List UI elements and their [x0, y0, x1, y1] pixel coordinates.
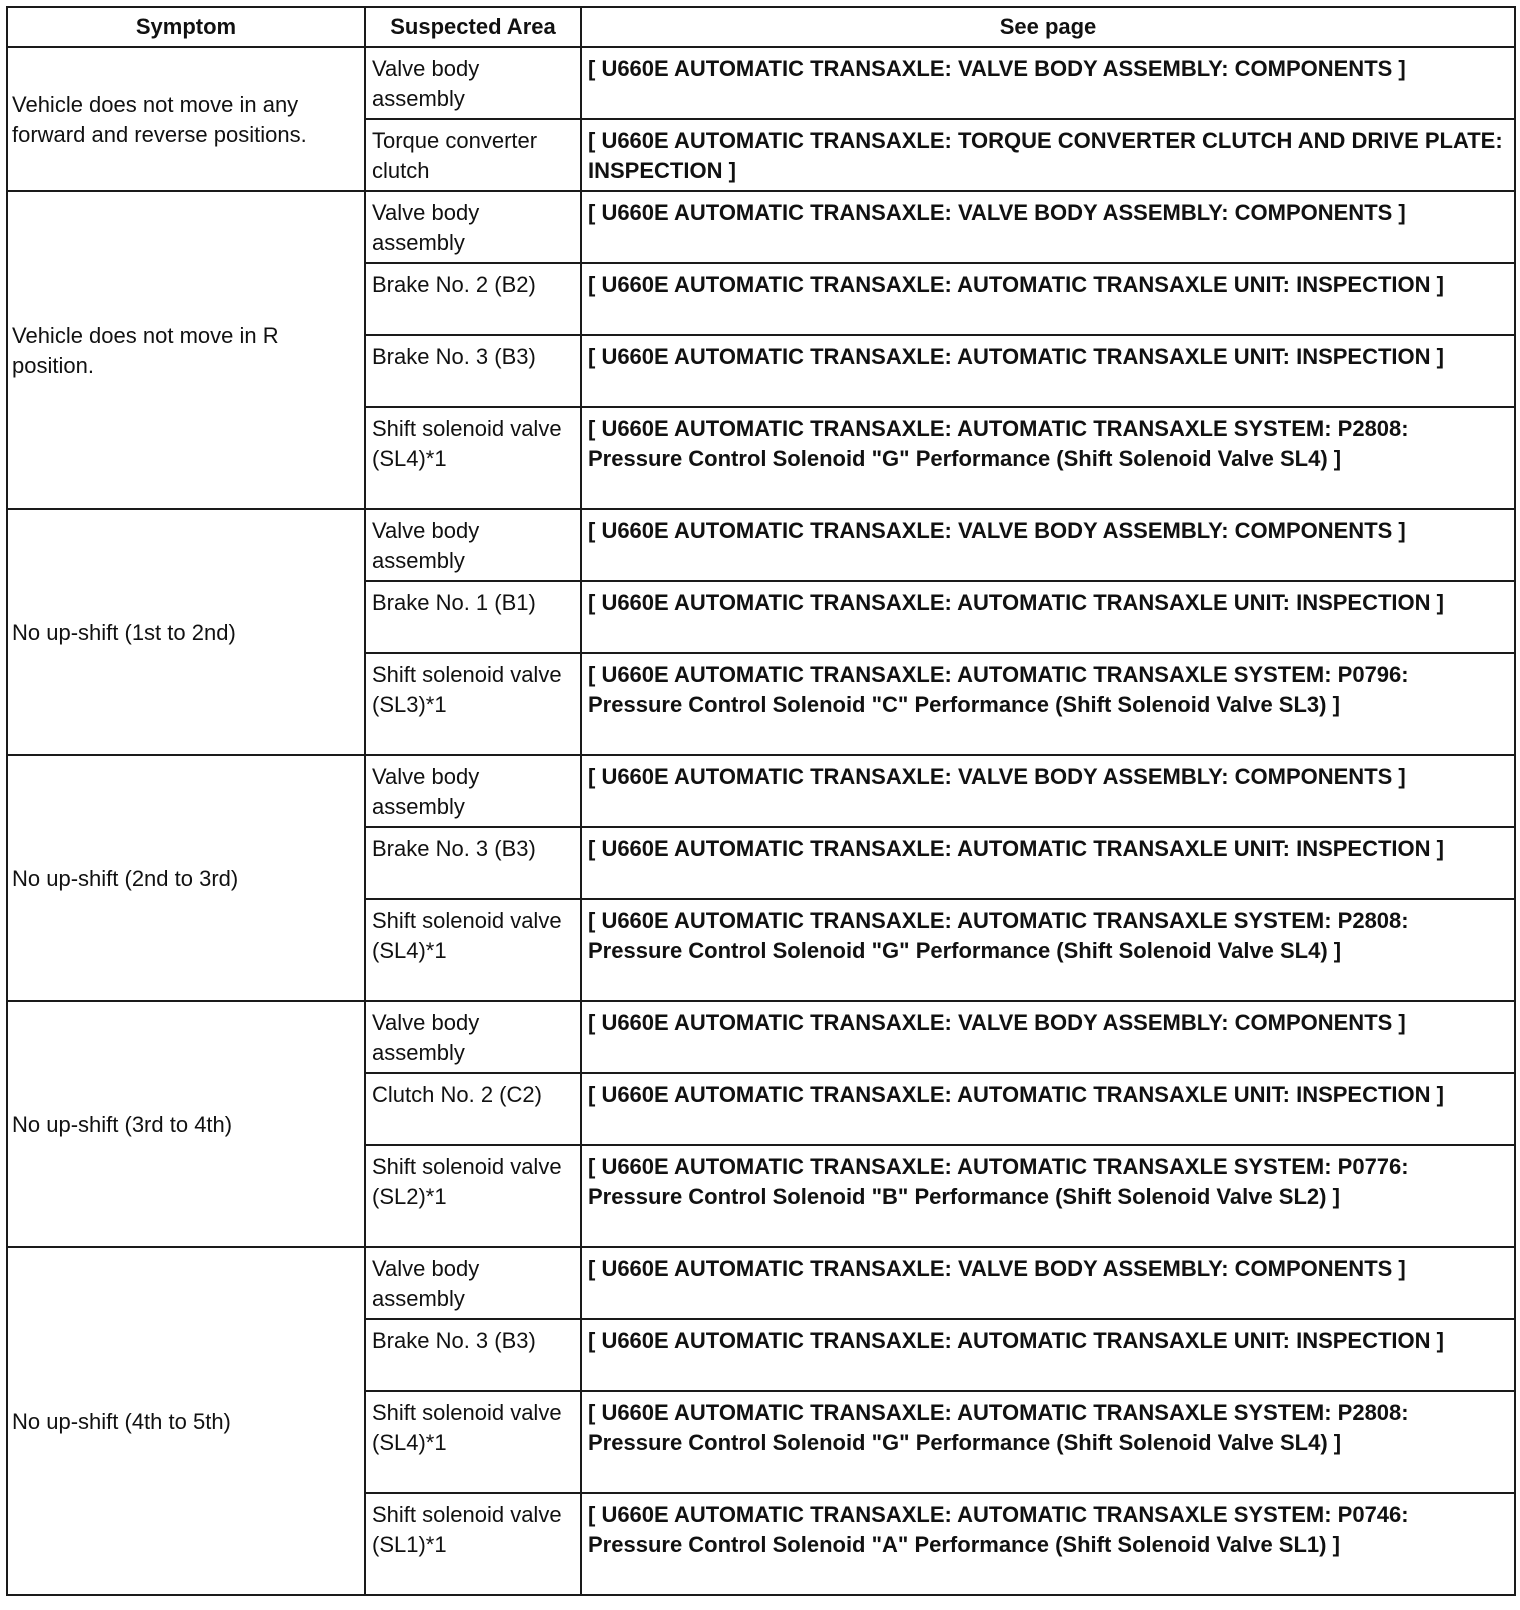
- suspected-area-cell: Shift solenoid valve (SL4)*1: [365, 899, 581, 1001]
- suspected-area-cell: Valve body assembly: [365, 1001, 581, 1073]
- suspected-area-cell: Valve body assembly: [365, 191, 581, 263]
- table-row: [7, 191, 1515, 263]
- see-page-link[interactable]: [ U660E AUTOMATIC TRANSAXLE: TORQUE CONVERTER CLUTCH AND DRIVE PLATE: INSPECTION ]: [581, 119, 1515, 191]
- table-row: [7, 1001, 1515, 1073]
- suspected-area-cell: Valve body assembly: [365, 47, 581, 119]
- see-page-link[interactable]: [ U660E AUTOMATIC TRANSAXLE: AUTOMATIC TRANSAXLE UNIT: INSPECTION ]: [581, 827, 1515, 899]
- table-row: [7, 1247, 1515, 1319]
- table-row: [7, 47, 1515, 119]
- header-symptom: Symptom: [7, 7, 365, 47]
- see-page-link[interactable]: [ U660E AUTOMATIC TRANSAXLE: VALVE BODY ASSEMBLY: COMPONENTS ]: [581, 47, 1515, 119]
- symptom-cell: No up-shift (2nd to 3rd): [7, 755, 365, 1001]
- suspected-area-cell: Torque converter clutch: [365, 119, 581, 191]
- symptom-cell: No up-shift (3rd to 4th): [7, 1001, 365, 1247]
- suspected-area-cell: Brake No. 3 (B3): [365, 335, 581, 407]
- see-page-link[interactable]: [ U660E AUTOMATIC TRANSAXLE: AUTOMATIC TRANSAXLE SYSTEM: P2808: Pressure Control Solenoid "G" Performance (Shift Solenoid Valve SL4) ]: [581, 1391, 1515, 1493]
- header-see-page: See page: [581, 7, 1515, 47]
- symptom-cell: Vehicle does not move in R position.: [7, 191, 365, 509]
- see-page-link[interactable]: [ U660E AUTOMATIC TRANSAXLE: AUTOMATIC TRANSAXLE SYSTEM: P0796: Pressure Control Solenoid "C" Performance (Shift Solenoid Valve SL3) ]: [581, 653, 1515, 755]
- see-page-link[interactable]: [ U660E AUTOMATIC TRANSAXLE: VALVE BODY ASSEMBLY: COMPONENTS ]: [581, 509, 1515, 581]
- see-page-link[interactable]: [ U660E AUTOMATIC TRANSAXLE: AUTOMATIC TRANSAXLE SYSTEM: P2808: Pressure Control Solenoid "G" Performance (Shift Solenoid Valve SL4) ]: [581, 899, 1515, 1001]
- see-page-link[interactable]: [ U660E AUTOMATIC TRANSAXLE: VALVE BODY ASSEMBLY: COMPONENTS ]: [581, 1247, 1515, 1319]
- symptom-cell: No up-shift (4th to 5th): [7, 1247, 365, 1595]
- suspected-area-cell: Brake No. 2 (B2): [365, 263, 581, 335]
- table-row: [7, 509, 1515, 581]
- header-suspected-area: Suspected Area: [365, 7, 581, 47]
- suspected-area-cell: Brake No. 3 (B3): [365, 1319, 581, 1391]
- suspected-area-cell: Valve body assembly: [365, 755, 581, 827]
- see-page-link[interactable]: [ U660E AUTOMATIC TRANSAXLE: VALVE BODY ASSEMBLY: COMPONENTS ]: [581, 191, 1515, 263]
- table-header-row: [7, 7, 1515, 47]
- see-page-link[interactable]: [ U660E AUTOMATIC TRANSAXLE: AUTOMATIC TRANSAXLE UNIT: INSPECTION ]: [581, 1319, 1515, 1391]
- see-page-link[interactable]: [ U660E AUTOMATIC TRANSAXLE: AUTOMATIC TRANSAXLE UNIT: INSPECTION ]: [581, 1073, 1515, 1145]
- symptom-cell: No up-shift (1st to 2nd): [7, 509, 365, 755]
- see-page-link[interactable]: [ U660E AUTOMATIC TRANSAXLE: AUTOMATIC TRANSAXLE SYSTEM: P2808: Pressure Control Solenoid "G" Performance (Shift Solenoid Valve SL4) ]: [581, 407, 1515, 509]
- see-page-link[interactable]: [ U660E AUTOMATIC TRANSAXLE: AUTOMATIC TRANSAXLE UNIT: INSPECTION ]: [581, 263, 1515, 335]
- see-page-link[interactable]: [ U660E AUTOMATIC TRANSAXLE: VALVE BODY ASSEMBLY: COMPONENTS ]: [581, 755, 1515, 827]
- suspected-area-cell: Clutch No. 2 (C2): [365, 1073, 581, 1145]
- symptom-cell: Vehicle does not move in any forward and reverse positions.: [7, 47, 365, 191]
- suspected-area-cell: Valve body assembly: [365, 509, 581, 581]
- table-row: [7, 755, 1515, 827]
- suspected-area-cell: Shift solenoid valve (SL2)*1: [365, 1145, 581, 1247]
- see-page-link[interactable]: [ U660E AUTOMATIC TRANSAXLE: VALVE BODY ASSEMBLY: COMPONENTS ]: [581, 1001, 1515, 1073]
- see-page-link[interactable]: [ U660E AUTOMATIC TRANSAXLE: AUTOMATIC TRANSAXLE SYSTEM: P0776: Pressure Control Solenoid "B" Performance (Shift Solenoid Valve SL2) ]: [581, 1145, 1515, 1247]
- suspected-area-cell: Valve body assembly: [365, 1247, 581, 1319]
- see-page-link[interactable]: [ U660E AUTOMATIC TRANSAXLE: AUTOMATIC TRANSAXLE UNIT: INSPECTION ]: [581, 581, 1515, 653]
- suspected-area-cell: Brake No. 3 (B3): [365, 827, 581, 899]
- suspected-area-cell: Brake No. 1 (B1): [365, 581, 581, 653]
- suspected-area-cell: Shift solenoid valve (SL4)*1: [365, 1391, 581, 1493]
- suspected-area-cell: Shift solenoid valve (SL1)*1: [365, 1493, 581, 1595]
- suspected-area-cell: Shift solenoid valve (SL3)*1: [365, 653, 581, 755]
- symptom-table: [6, 6, 1516, 1596]
- see-page-link[interactable]: [ U660E AUTOMATIC TRANSAXLE: AUTOMATIC TRANSAXLE UNIT: INSPECTION ]: [581, 335, 1515, 407]
- suspected-area-cell: Shift solenoid valve (SL4)*1: [365, 407, 581, 509]
- see-page-link[interactable]: [ U660E AUTOMATIC TRANSAXLE: AUTOMATIC TRANSAXLE SYSTEM: P0746: Pressure Control Solenoid "A" Performance (Shift Solenoid Valve SL1) ]: [581, 1493, 1515, 1595]
